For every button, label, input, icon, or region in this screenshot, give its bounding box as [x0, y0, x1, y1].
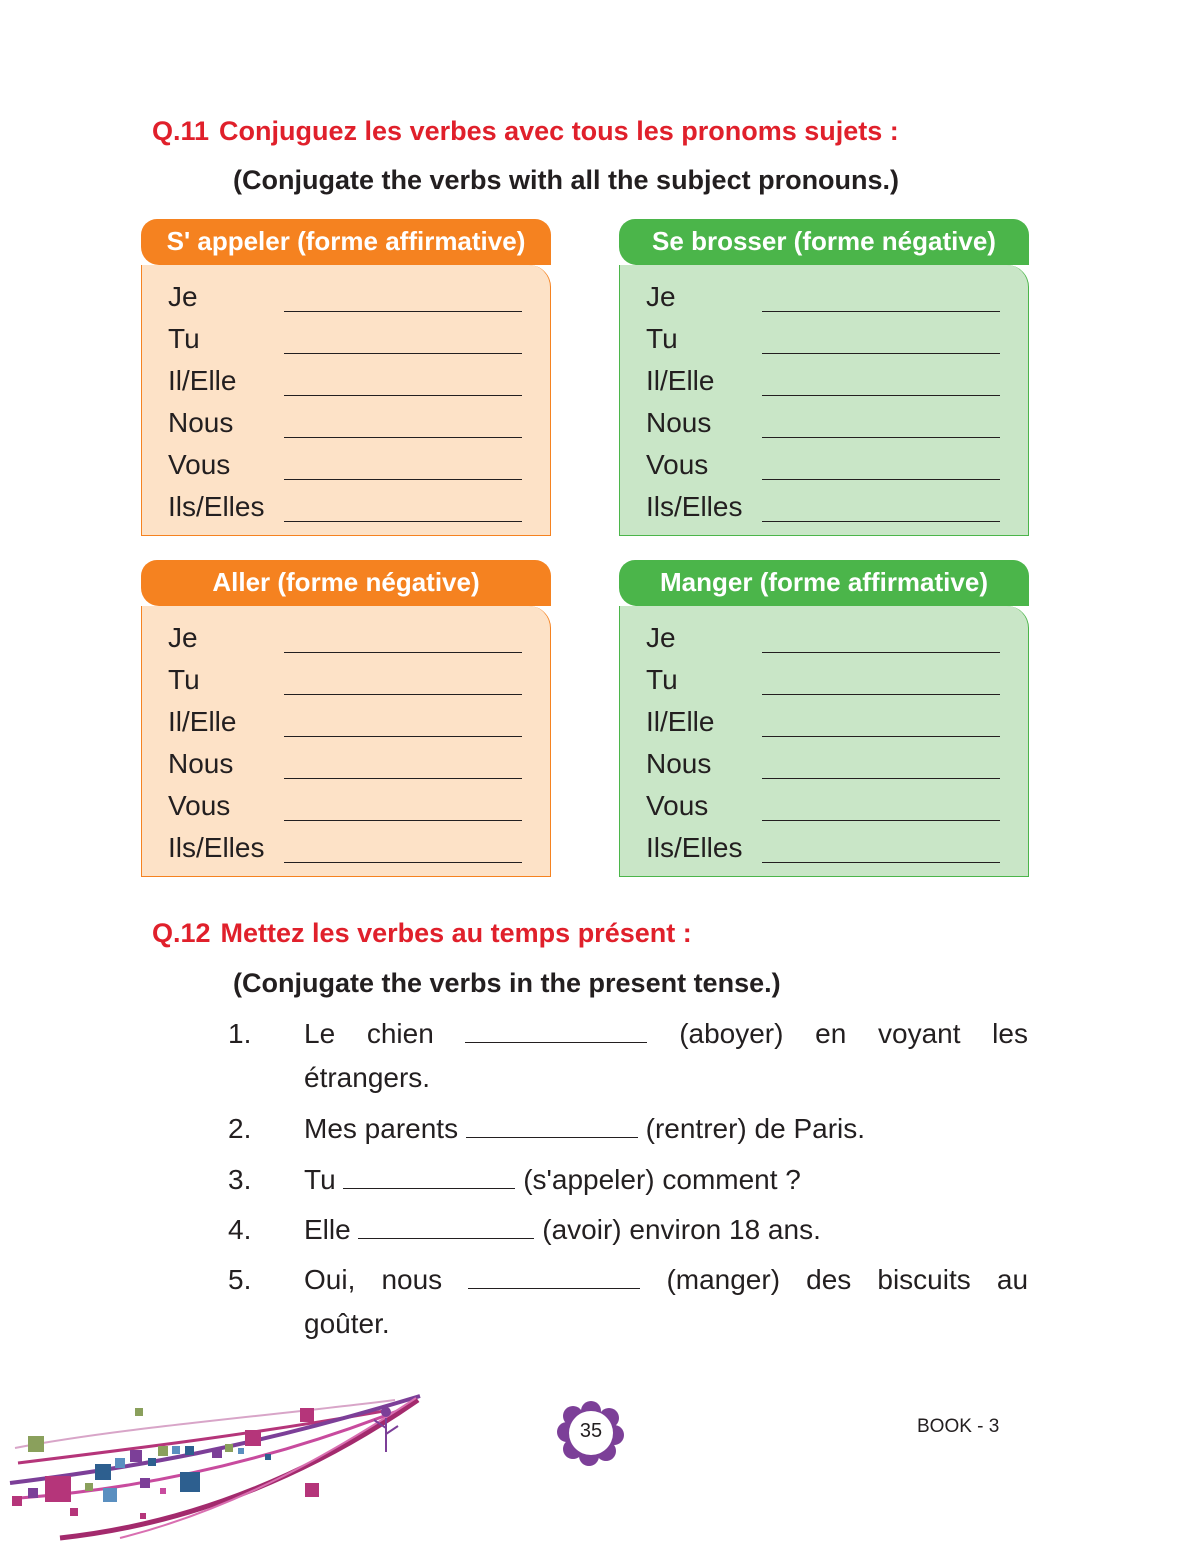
card-body — [141, 265, 551, 536]
item-before: Tu — [304, 1164, 336, 1195]
pronoun: Vous — [168, 790, 231, 821]
answer-line[interactable] — [762, 479, 1000, 480]
page-number: 35 — [579, 1420, 603, 1442]
page-number-badge — [557, 1400, 625, 1466]
item-after: (avoir) environ 18 ans. — [542, 1214, 821, 1245]
book-label: BOOK - 3 — [917, 1416, 1000, 1437]
card-title: Aller (forme négative) — [141, 560, 551, 606]
card-manger — [619, 560, 1029, 878]
answer-line[interactable] — [762, 694, 1000, 695]
q11-title: Conjuguez les verbes avec tous les pronoms sujets : — [219, 116, 899, 146]
answer-line[interactable] — [284, 437, 522, 438]
pronoun: Ils/Elles — [168, 491, 265, 522]
pronoun: Il/Elle — [168, 365, 237, 396]
answer-line[interactable] — [284, 778, 522, 779]
pronoun: Tu — [168, 323, 200, 354]
answer-line[interactable] — [762, 736, 1000, 737]
q12-number: Q.12 — [152, 918, 211, 948]
answer-line[interactable] — [762, 395, 1000, 396]
answer-blank[interactable] — [465, 1020, 647, 1043]
pronoun: Nous — [168, 748, 234, 779]
item-after: (rentrer) de Paris. — [645, 1113, 866, 1144]
conjugation-row — [168, 788, 522, 830]
pronoun: Il/Elle — [168, 706, 237, 737]
item-after: (s'appeler) comment ? — [523, 1164, 801, 1195]
item-after: (aboyer) en voyant les — [679, 1018, 1028, 1049]
conjugation-row — [646, 830, 1000, 872]
pronoun: Il/Elle — [646, 365, 715, 396]
answer-line[interactable] — [762, 311, 1000, 312]
answer-line[interactable] — [284, 736, 522, 737]
conjugation-row — [646, 363, 1000, 405]
item-before: Oui, nous — [304, 1264, 443, 1295]
item-number: 2. — [228, 1113, 252, 1144]
pronoun: Nous — [646, 407, 712, 438]
pronoun: Je — [646, 281, 676, 312]
conjugation-row — [646, 405, 1000, 447]
q12-subtitle: (Conjugate the verbs in the present tense.) — [233, 968, 781, 998]
item-before: Le chien — [304, 1018, 434, 1049]
item-line — [304, 1012, 1028, 1056]
answer-line[interactable] — [284, 652, 522, 653]
pronoun: Je — [168, 622, 198, 653]
card-body — [619, 265, 1029, 536]
card-s-appeler — [141, 219, 551, 537]
answer-blank[interactable] — [468, 1266, 640, 1289]
conjugation-row — [646, 704, 1000, 746]
conjugation-row — [168, 279, 522, 321]
conjugation-row — [168, 447, 522, 489]
answer-line[interactable] — [762, 652, 1000, 653]
conjugation-row — [168, 363, 522, 405]
item-continuation: goûter. — [304, 1308, 390, 1339]
item-number: 3. — [228, 1164, 252, 1195]
q11-number: Q.11 — [152, 116, 210, 146]
item-text — [304, 1258, 1028, 1346]
pronoun: Vous — [646, 790, 709, 821]
pronoun: Vous — [646, 449, 709, 480]
item-text — [304, 1012, 1028, 1100]
q11-heading — [152, 116, 899, 147]
answer-line[interactable] — [284, 395, 522, 396]
item-after: (manger) des biscuits au — [666, 1264, 1029, 1295]
answer-line[interactable] — [762, 353, 1000, 354]
answer-line[interactable] — [284, 694, 522, 695]
pronoun: Je — [168, 281, 198, 312]
answer-line[interactable] — [762, 437, 1000, 438]
item-before: Mes parents — [304, 1113, 459, 1144]
answer-line[interactable] — [284, 521, 522, 522]
item-line — [304, 1258, 1028, 1302]
pronoun: Je — [646, 622, 676, 653]
conjugation-row — [646, 746, 1000, 788]
item-number: 1. — [228, 1018, 252, 1049]
decorative-swirl-graphic — [0, 1388, 430, 1548]
item-continuation: étrangers. — [304, 1062, 431, 1093]
answer-line[interactable] — [284, 862, 522, 863]
q11-subtitle: (Conjugate the verbs with all the subject pronouns.) — [233, 165, 900, 195]
answer-line[interactable] — [762, 778, 1000, 779]
answer-line[interactable] — [762, 820, 1000, 821]
answer-blank[interactable] — [466, 1115, 638, 1138]
card-se-brosser — [619, 219, 1029, 537]
item-text — [304, 1158, 1028, 1202]
answer-line[interactable] — [762, 521, 1000, 522]
answer-line[interactable] — [284, 353, 522, 354]
card-body — [141, 606, 551, 877]
card-aller — [141, 560, 551, 878]
pronoun: Il/Elle — [646, 706, 715, 737]
answer-line[interactable] — [284, 311, 522, 312]
item-before: Elle — [304, 1214, 351, 1245]
pronoun: Tu — [646, 664, 678, 695]
item-number: 4. — [228, 1214, 252, 1245]
conjugation-row — [168, 704, 522, 746]
conjugation-row — [168, 405, 522, 447]
conjugation-row — [168, 620, 522, 662]
pronoun: Nous — [168, 407, 234, 438]
pronoun: Tu — [168, 664, 200, 695]
pronoun: Nous — [646, 748, 712, 779]
conjugation-row — [646, 662, 1000, 704]
card-title: Manger (forme affirmative) — [619, 560, 1029, 606]
conjugation-row — [168, 746, 522, 788]
q12-heading — [152, 918, 692, 949]
answer-line[interactable] — [284, 820, 522, 821]
answer-line[interactable] — [284, 479, 522, 480]
pronoun: Ils/Elles — [646, 491, 743, 522]
conjugation-row — [646, 788, 1000, 830]
conjugation-row — [646, 489, 1000, 531]
conjugation-row — [168, 489, 522, 531]
conjugation-row — [646, 279, 1000, 321]
answer-line[interactable] — [762, 862, 1000, 863]
card-title: S' appeler (forme affirmative) — [141, 219, 551, 265]
item-text — [304, 1107, 1028, 1151]
pronoun: Ils/Elles — [646, 832, 743, 863]
conjugation-row — [646, 447, 1000, 489]
pronoun: Vous — [168, 449, 231, 480]
q12-title: Mettez les verbes au temps présent : — [220, 918, 692, 948]
conjugation-row — [168, 830, 522, 872]
card-title: Se brosser (forme négative) — [619, 219, 1029, 265]
item-number: 5. — [228, 1264, 252, 1295]
pronoun: Tu — [646, 323, 678, 354]
pronoun: Ils/Elles — [168, 832, 265, 863]
conjugation-row — [168, 662, 522, 704]
conjugation-row — [646, 620, 1000, 662]
conjugation-row — [646, 321, 1000, 363]
answer-blank[interactable] — [343, 1166, 515, 1189]
answer-blank[interactable] — [358, 1216, 534, 1239]
conjugation-row — [168, 321, 522, 363]
card-body — [619, 606, 1029, 877]
item-text — [304, 1208, 1028, 1252]
